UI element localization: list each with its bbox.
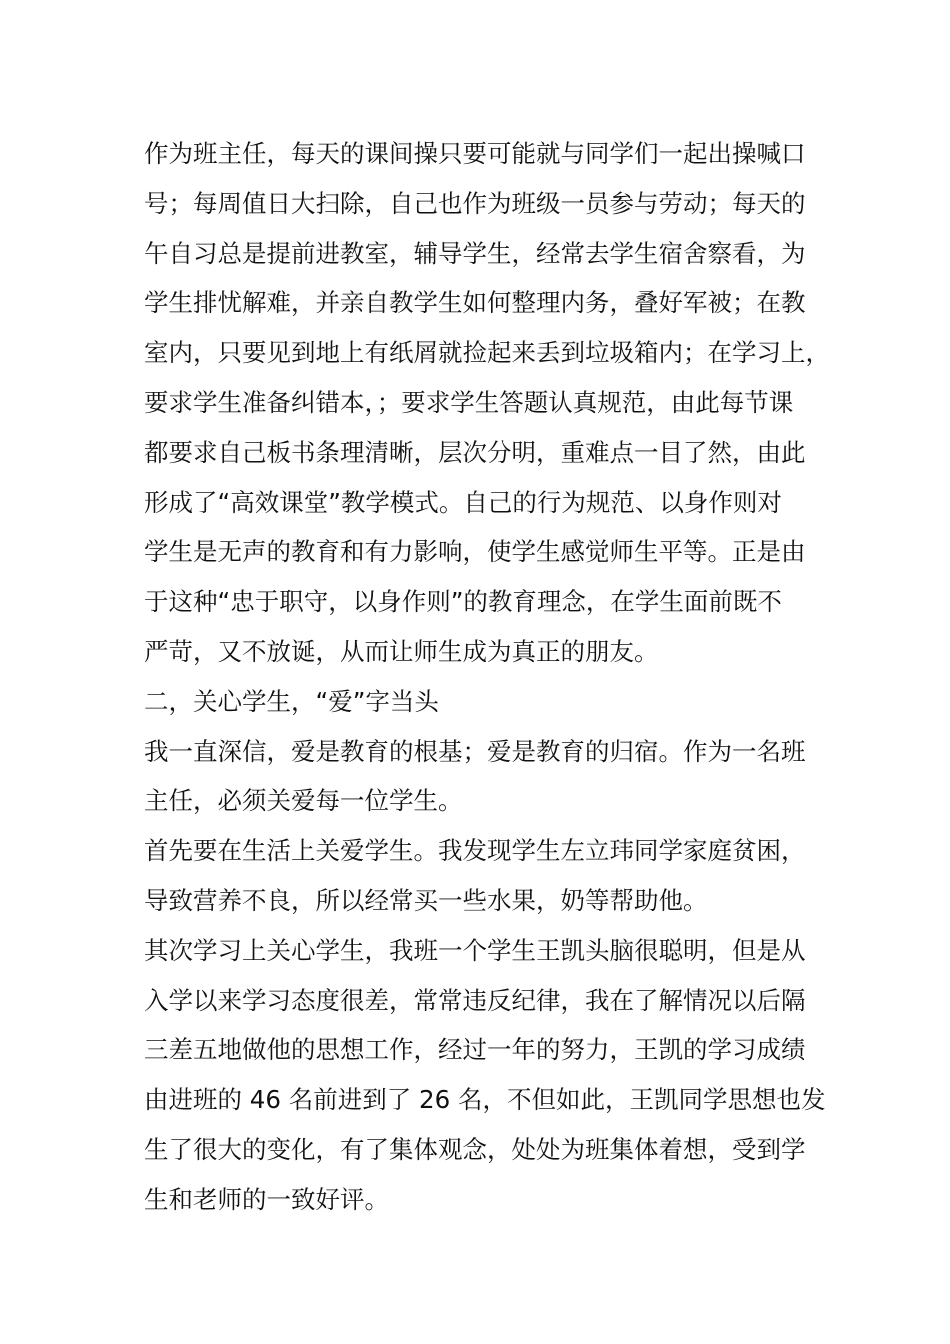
text-line: 其次学习上关心学生，我班一个学生王凯头脑很聪明，但是从 [144, 935, 806, 965]
text-line: 入学以来学习态度很差，常常违反纪律，我在了解情况以后隔 [144, 985, 806, 1015]
text-line: 首先要在生活上关爱学生。我发现学生左立玮同学家庭贫困， [144, 836, 806, 866]
text-line: 号；每周值日大扫除，自己也作为班级一员参与劳动；每天的 [144, 188, 806, 218]
text-line: 生和老师的一致好评。 [144, 1184, 389, 1214]
text-line: 生了很大的变化，有了集体观念，处处为班集体着想，受到学 [144, 1134, 806, 1164]
text-line: 三差五地做他的思想工作，经过一年的努力，王凯的学习成绩 [144, 1035, 806, 1065]
text-line: 主任，必须关爱每一位学生。 [144, 786, 463, 816]
body-text [144, 129, 830, 1225]
text-line: 室内，只要见到地上有纸屑就捡起来丢到垃圾箱内；在学习上， [144, 338, 830, 368]
section-heading: 二，关心学生，“爱”字当头 [144, 686, 439, 716]
text-line: 导致营养不良，所以经常买一些水果，奶等帮助他。 [144, 885, 708, 915]
text-line: 我一直深信，爱是教育的根基；爱是教育的归宿。作为一名班 [144, 736, 806, 766]
text-line: 学生是无声的教育和有力影响，使学生感觉师生平等。正是由 [144, 537, 806, 567]
text-line: 于这种“忠于职守，以身作则”的教育理念，在学生面前既不 [144, 587, 782, 617]
text-line: 都要求自己板书条理清晰，层次分明，重难点一目了然，由此 [144, 437, 806, 467]
text-line: 作为班主任，每天的课间操只要可能就与同学们一起出操喊口 [144, 139, 806, 168]
text-line: 由进班的 46 名前进到了 26 名，不但如此，王凯同学思想也发 [144, 1085, 826, 1115]
text-line: 学生排忧解难，并亲自教学生如何整理内务，叠好军被；在教 [144, 288, 806, 318]
text-line: 严苛，又不放诞，从而让师生成为真正的朋友。 [144, 636, 659, 666]
text-line: 形成了“高效课堂”教学模式。自己的行为规范、以身作则对 [144, 487, 782, 517]
text-line: 要求学生准备纠错本，；要求学生答题认真规范，由此每节课 [144, 387, 794, 417]
text-line: 午自习总是提前进教室，辅导学生，经常去学生宿舍察看，为 [144, 238, 806, 268]
